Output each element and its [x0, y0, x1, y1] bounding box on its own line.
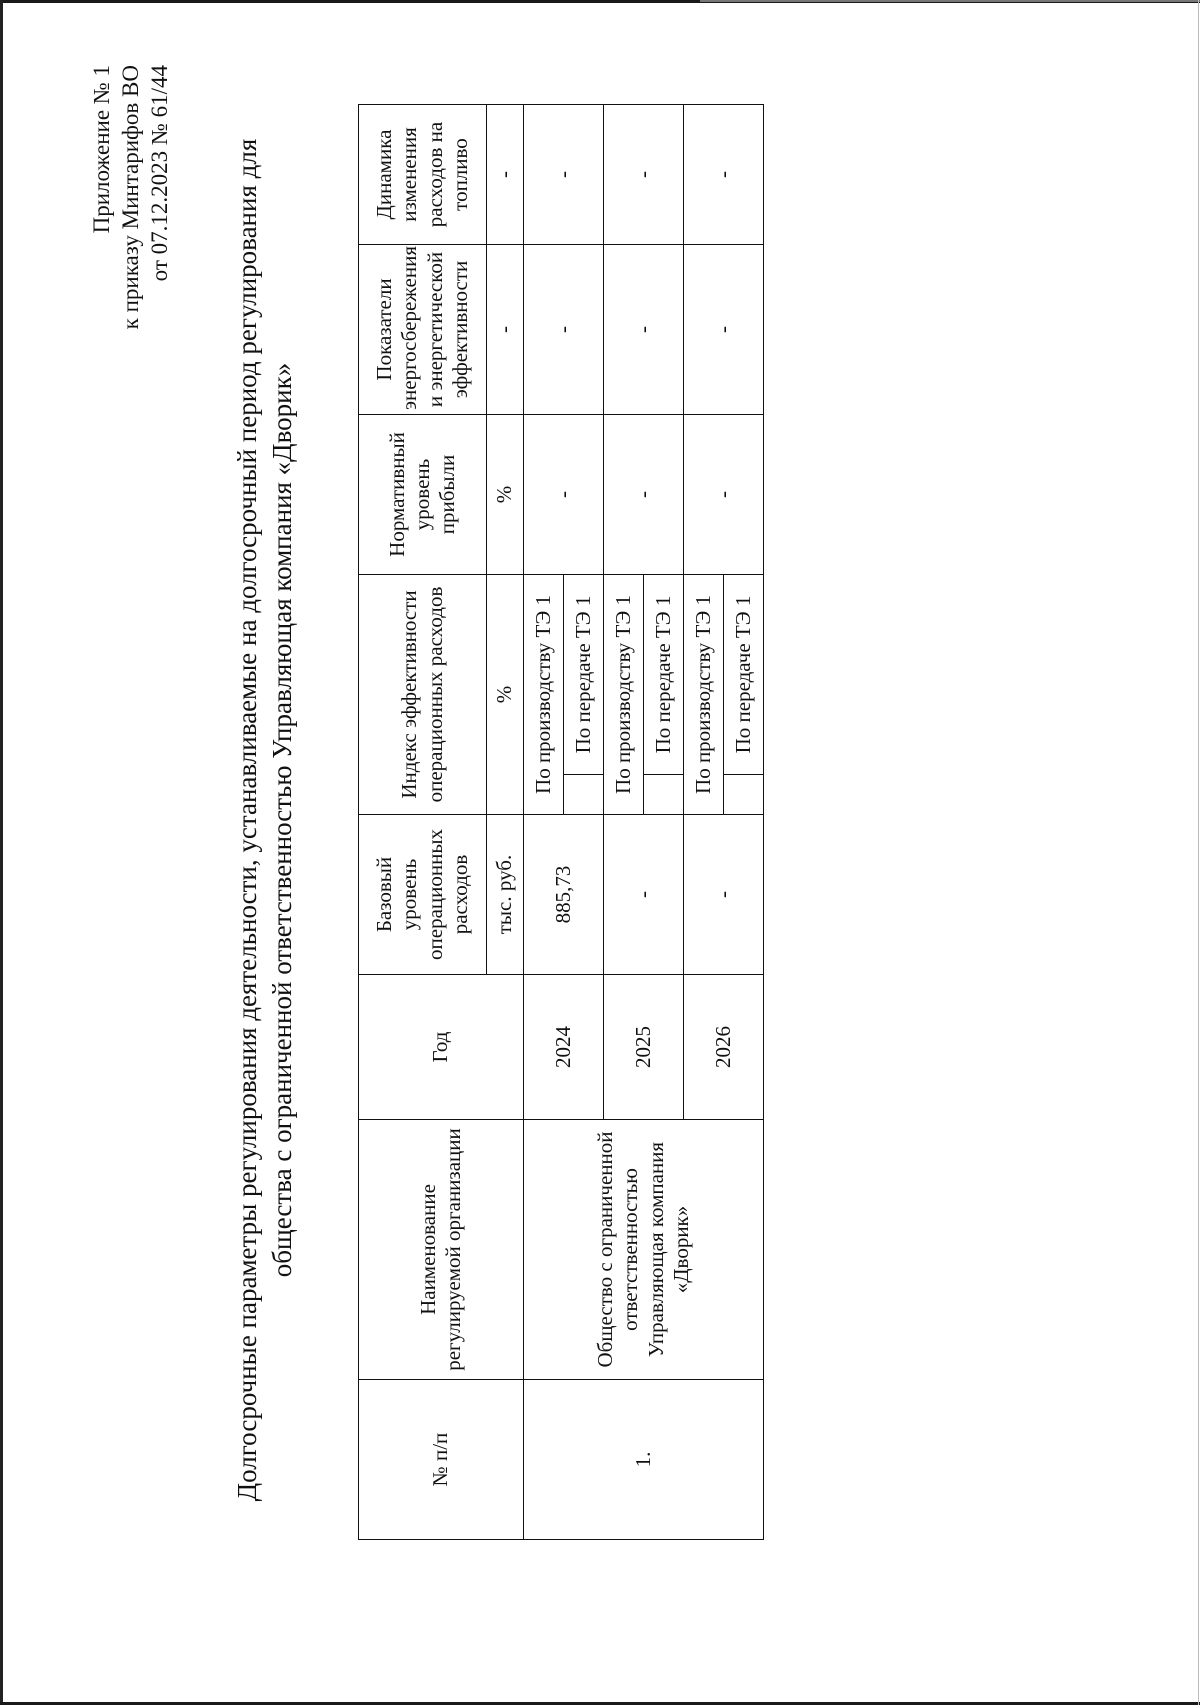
profit-cell: - — [524, 415, 604, 575]
header-org: Наименование регулируемой организации — [359, 1120, 524, 1380]
header-energy: Показатели энергосбережения и энергетической эффективности — [359, 245, 487, 415]
document-title — [230, 75, 300, 1565]
approval-line-1: Приложение № 1 — [89, 65, 114, 234]
header-base: Базовый уровень операционных расходов — [359, 815, 487, 975]
unit-profit: % — [487, 415, 524, 575]
energy-cell: - — [604, 245, 684, 415]
index-transfer-cell: По передаче ТЭ 1 — [564, 575, 604, 775]
energy-cell: - — [524, 245, 604, 415]
index-production-cell: По производству ТЭ 1 — [684, 575, 724, 815]
fuel-cell: - — [684, 105, 764, 245]
unit-fuel: - — [487, 105, 524, 245]
profit-cell: - — [604, 415, 684, 575]
header-year: Год — [359, 975, 524, 1120]
fuel-cell: - — [604, 105, 684, 245]
year-cell: 2024 — [524, 975, 604, 1120]
base-cell: - — [684, 815, 764, 975]
index-spacer — [724, 775, 764, 815]
table-row — [524, 105, 564, 1540]
parameters-table — [358, 104, 764, 1540]
year-cell: 2025 — [604, 975, 684, 1120]
header-fuel: Динамика изменения расходов на топливо — [359, 105, 487, 245]
index-spacer — [564, 775, 604, 815]
row-number: 1. — [524, 1380, 764, 1540]
index-production-cell: По производству ТЭ 1 — [524, 575, 564, 815]
energy-cell: - — [684, 245, 764, 415]
unit-energy: - — [487, 245, 524, 415]
approval-line-3: от 07.12.2023 № 61/44 — [146, 65, 172, 282]
approval-line-2: к приказу Минтарифов ВО — [117, 65, 143, 330]
header-row — [359, 105, 487, 1540]
index-transfer-cell: По передаче ТЭ 1 — [644, 575, 684, 775]
profit-cell: - — [684, 415, 764, 575]
year-cell: 2026 — [684, 975, 764, 1120]
title-line-1: Долгосрочные параметры регулирования деятельности, устанавливаемые на долгосрочный период регулирования для — [232, 138, 262, 1502]
organization-name: Общество с ограниченной ответственностью Управляющая компания «Дворик» — [524, 1120, 764, 1380]
unit-index: % — [487, 575, 524, 815]
unit-base: тыс. руб. — [487, 815, 524, 975]
header-num: № п/п — [359, 1380, 524, 1540]
base-cell: 885,73 — [524, 815, 604, 975]
index-transfer-cell: По передаче ТЭ 1 — [724, 575, 764, 775]
fuel-cell: - — [524, 105, 604, 245]
header-profit: Нормативный уровень прибыли — [359, 415, 487, 575]
header-index: Индекс эффективности операционных расходов — [359, 575, 487, 815]
index-spacer — [644, 775, 684, 815]
index-production-cell: По производству ТЭ 1 — [604, 575, 644, 815]
base-cell: - — [604, 815, 684, 975]
approval-stamp — [88, 65, 174, 505]
title-line-2: общества с ограниченной ответственностью Управляющая компания «Дворик» — [267, 362, 298, 1278]
